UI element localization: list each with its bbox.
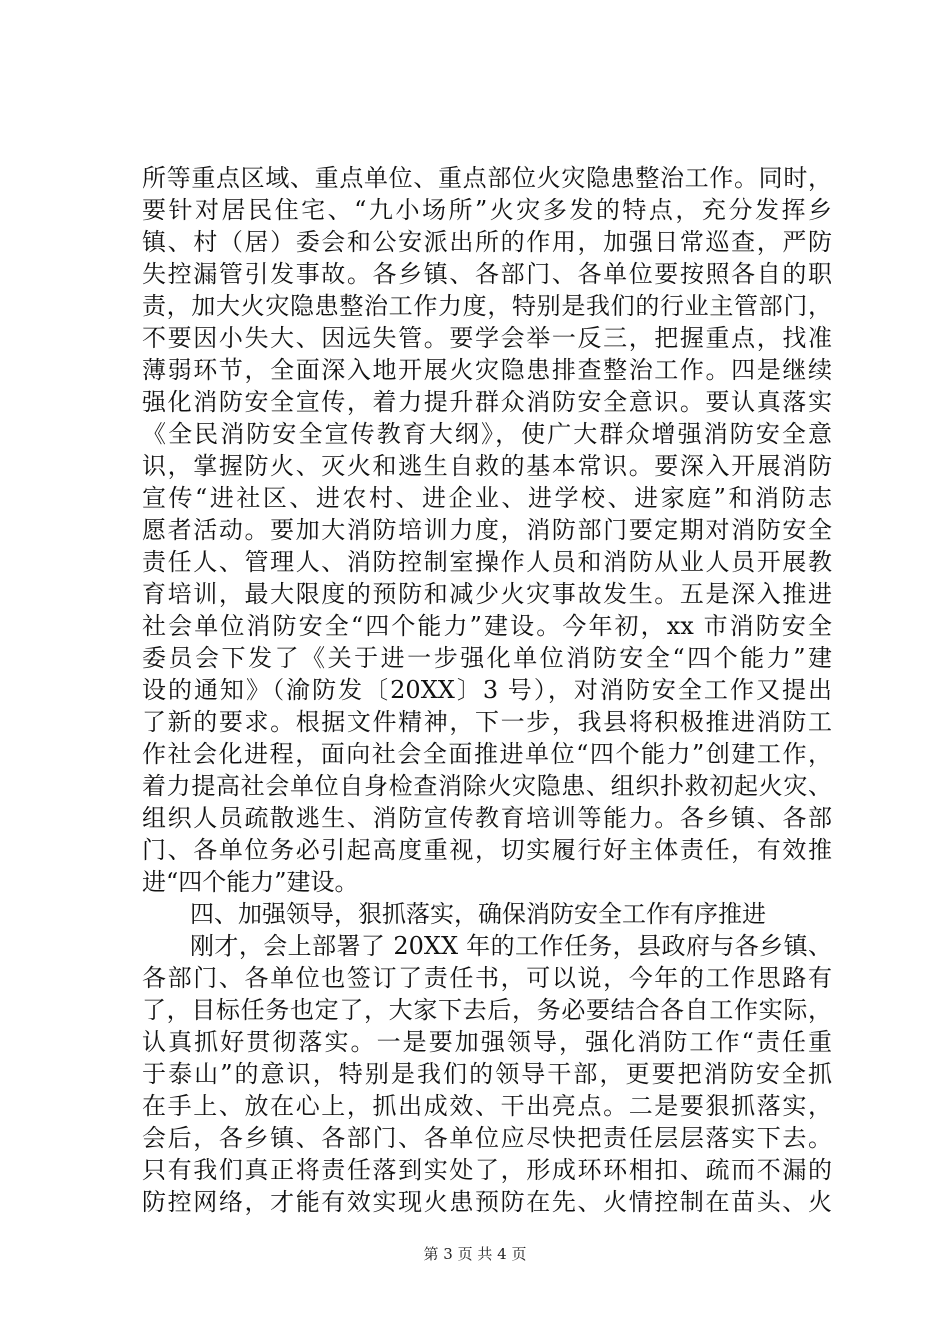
text-line: 于泰山”的意识，特别是我们的领导干部，更要把消防安全抓 <box>142 1060 832 1088</box>
text-line: 《全民消防安全宣传教育大纲》，使广大群众增强消防安全意 <box>142 420 832 448</box>
text-line: 了新的要求。根据文件精神，下一步，我县将积极推进消防工 <box>142 708 832 736</box>
text-line: 只有我们真正将责任落到实处了，形成环环相扣、疏而不漏的 <box>142 1156 832 1184</box>
text-line: 社会单位消防安全“四个能力”建设。今年初，xx 市消防安全 <box>142 612 832 640</box>
text-line: 要针对居民住宅、“九小场所”火灾多发的特点，充分发挥乡 <box>142 196 832 224</box>
text-line: 育培训，最大限度的预防和减少火灾事故发生。五是深入推进 <box>142 580 832 608</box>
text-line: 各部门、各单位也签订了责任书，可以说，今年的工作思路有 <box>142 964 832 992</box>
text-line: 认真抓好贯彻落实。一是要加强领导，强化消防工作“责任重 <box>142 1028 832 1056</box>
page-footer <box>0 1244 950 1264</box>
body-text <box>142 162 832 1218</box>
text-line: 薄弱环节，全面深入地开展火灾隐患排查整治工作。四是继续 <box>142 356 832 384</box>
text-line: 识，掌握防火、灭火和逃生自救的基本常识。要深入开展消防 <box>142 452 832 480</box>
text-line: 设的通知》（渝防发〔20XX〕3 号），对消防安全工作又提出 <box>142 676 832 704</box>
text-line: 镇、村（居）委会和公安派出所的作用，加强日常巡查，严防 <box>142 228 832 256</box>
text-line: 强化消防安全宣传，着力提升群众消防安全意识。要认真落实 <box>142 388 832 416</box>
text-line: 委员会下发了《关于进一步强化单位消防安全“四个能力”建 <box>142 644 832 672</box>
text-line: 了，目标任务也定了，大家下去后，务必要结合各自工作实际， <box>142 996 832 1024</box>
text-line: 宣传“进社区、进农村、进企业、进学校、进家庭”和消防志 <box>142 484 832 512</box>
text-line: 会后，各乡镇、各部门、各单位应尽快把责任层层落实下去。 <box>142 1124 832 1152</box>
text-line: 作社会化进程，面向社会全面推进单位“四个能力”创建工作， <box>142 740 832 768</box>
page-number-label: 第 3 页 共 4 页 <box>423 1245 527 1263</box>
text-line: 进“四个能力”建设。 <box>142 868 359 896</box>
text-line: 责任人、管理人、消防控制室操作人员和消防从业人员开展教 <box>142 548 832 576</box>
text-line: 组织人员疏散逃生、消防宣传教育培训等能力。各乡镇、各部 <box>142 804 832 832</box>
text-line: 防控网络，才能有效实现火患预防在先、火情控制在苗头、火 <box>142 1188 832 1216</box>
text-line: 着力提高社会单位自身检查消除火灾隐患、组织扑救初起火灾、 <box>142 772 832 800</box>
section-heading: 四、加强领导，狠抓落实，确保消防安全工作有序推进 <box>190 900 766 928</box>
text-line: 所等重点区域、重点单位、重点部位火灾隐患整治工作。同时， <box>142 164 832 192</box>
text-line: 责，加大火灾隐患整治工作力度，特别是我们的行业主管部门， <box>142 292 832 320</box>
text-line: 在手上、放在心上，抓出成效、干出亮点。二是要狠抓落实， <box>142 1092 832 1120</box>
text-line: 愿者活动。要加大消防培训力度，消防部门要定期对消防安全 <box>142 516 832 544</box>
text-line: 失控漏管引发事故。各乡镇、各部门、各单位要按照各自的职 <box>142 260 832 288</box>
text-line: 门、各单位务必引起高度重视，切实履行好主体责任，有效推 <box>142 836 832 864</box>
text-line: 不要因小失大、因远失管。要学会举一反三，把握重点，找准 <box>142 324 832 352</box>
text-line: 刚才，会上部署了 20XX 年的工作任务，县政府与各乡镇、 <box>190 932 832 960</box>
